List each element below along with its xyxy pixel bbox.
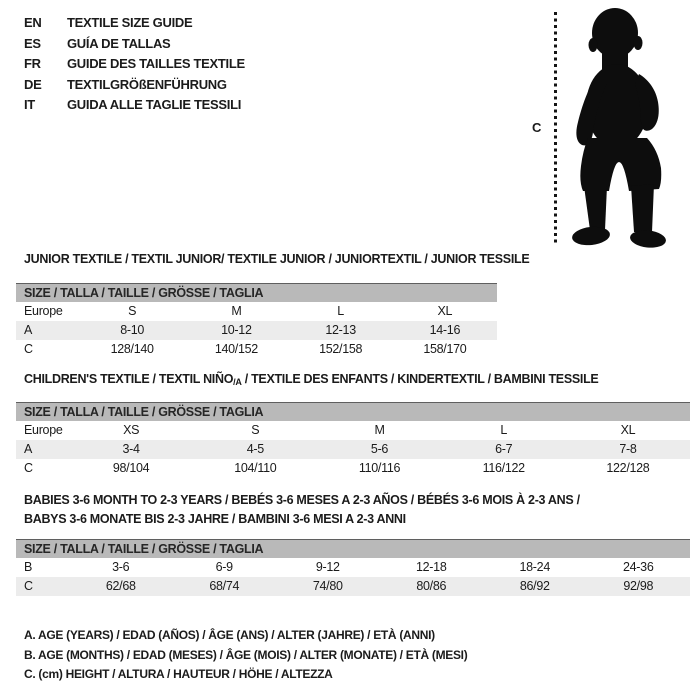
height-cell: 92/98 [623, 579, 654, 593]
height-cell: 116/122 [482, 461, 525, 475]
size-cell: M [231, 304, 242, 318]
language-title: GUÍA DE TALLAS [67, 35, 171, 51]
age-cell: 12-18 [416, 560, 447, 574]
toddler-silhouette-icon [555, 0, 700, 250]
height-cell: 86/92 [519, 579, 550, 593]
size-cell: XL [620, 423, 636, 437]
language-title: GUIDE DES TAILLES TEXTILE [67, 56, 245, 71]
size-cell: XS [123, 423, 140, 437]
babies-title-line2: BABYS 3-6 MONATE BIS 2-3 JAHRE / BAMBINI 3-6 MESI A 2-3 ANNI [24, 512, 406, 526]
height-cell: 140/152 [214, 342, 258, 356]
measurement-figure [520, 0, 700, 252]
height-measure-label: C [532, 120, 542, 135]
table-row-height [16, 577, 690, 596]
size-cell: S [251, 423, 260, 437]
age-cell: 12-13 [325, 323, 356, 337]
language-title: TEXTILE SIZE GUIDE [67, 15, 193, 30]
height-cell: 98/104 [112, 461, 150, 475]
junior-size-table [16, 283, 497, 359]
legend-line-b: B. AGE (MONTHS) / EDAD (MESES) / ÂGE (MOIS) / ALTER (MONATE) / ETÀ (MESI) [24, 647, 468, 662]
language-row-de [24, 75, 245, 96]
children-title-pre: CHILDREN'S TEXTILE / TEXTIL NIÑO [24, 372, 234, 386]
height-cell: 152/158 [319, 342, 363, 356]
table-row-age [16, 440, 690, 459]
age-cell: 4-5 [246, 442, 264, 456]
row-label: B [24, 560, 33, 574]
language-title: GUIDA ALLE TAGLIE TESSILI [67, 97, 242, 112]
age-cell: 3-4 [122, 442, 140, 456]
size-header-row: SIZE / TALLA / TAILLE / GRÖSSE / TAGLIA [16, 283, 497, 302]
size-cell: M [374, 423, 385, 437]
children-title-post: / TEXTILE DES ENFANTS / KINDERTEXTIL / BAMBINI TESSILE [241, 372, 599, 386]
age-cell: 18-24 [519, 560, 550, 574]
language-row-en [24, 13, 245, 34]
age-cell: 5-6 [370, 442, 389, 456]
size-cell: S [128, 304, 137, 318]
language-code: EN [24, 15, 42, 30]
language-row-it [24, 95, 245, 116]
size-header-row: SIZE / TALLA / TAILLE / GRÖSSE / TAGLIA [16, 539, 690, 558]
language-list [24, 13, 245, 116]
table-row-age [16, 321, 497, 340]
table-row-europe [16, 421, 690, 440]
size-header-row: SIZE / TALLA / TAILLE / GRÖSSE / TAGLIA [16, 402, 690, 421]
children-title-sub: /A [233, 377, 242, 387]
row-label: A [24, 442, 33, 456]
age-cell: 7-8 [619, 442, 637, 456]
babies-section-title [24, 491, 580, 529]
language-code: ES [24, 35, 41, 51]
height-cell: 104/110 [234, 461, 277, 475]
row-label: C [24, 579, 33, 593]
junior-section-title: JUNIOR TEXTILE / TEXTIL JUNIOR/ TEXTILE JUNIOR / JUNIORTEXTIL / JUNIOR TESSILE [24, 252, 530, 266]
language-code: FR [24, 56, 41, 71]
language-title: TEXTILGRÖßENFÜHRUNG [67, 76, 227, 92]
table-row-height [16, 340, 497, 359]
row-label: C [24, 461, 33, 475]
size-cell: L [500, 423, 508, 437]
age-cell: 3-6 [112, 560, 130, 574]
children-section-title [24, 370, 598, 392]
legend [24, 626, 467, 685]
height-cell: 158/170 [423, 342, 467, 356]
age-cell: 24-36 [623, 560, 654, 574]
height-cell: 62/68 [105, 579, 136, 593]
age-cell: 6-7 [495, 442, 513, 456]
language-code: IT [24, 97, 35, 112]
size-cell: L [337, 304, 344, 318]
age-cell: 14-16 [429, 323, 461, 337]
table-row-height [16, 459, 690, 478]
row-label: A [24, 323, 33, 337]
table-row-europe [16, 302, 497, 321]
row-label: Europe [24, 304, 63, 318]
legend-line-a: A. AGE (YEARS) / EDAD (AÑOS) / ÂGE (ANS) / ALTER (JAHRE) / ETÀ (ANNI) [24, 628, 435, 642]
babies-title-line1: BABIES 3-6 MONTH TO 2-3 YEARS / BEBÉS 3-6 MESES A 2-3 AÑOS / BÉBÉS 3-6 MOIS À 2-3 ANS / [24, 493, 580, 507]
size-cell: XL [437, 304, 453, 318]
age-cell: 9-12 [315, 560, 340, 574]
table-row-age-months [16, 558, 690, 577]
height-cell: 110/116 [358, 461, 401, 475]
height-cell: 80/86 [416, 579, 447, 593]
legend-line-c: C. (cm) HEIGHT / ALTURA / HAUTEUR / HÖHE / ALTEZZA [24, 667, 333, 681]
height-cell: 74/80 [312, 579, 343, 593]
height-cell: 128/140 [110, 342, 154, 356]
age-cell: 8-10 [120, 323, 145, 337]
language-row-es [24, 34, 245, 55]
language-code: DE [24, 76, 42, 92]
language-row-fr [24, 54, 245, 75]
row-label: C [24, 342, 33, 356]
height-cell: 68/74 [209, 579, 240, 593]
age-cell: 10-12 [221, 323, 252, 337]
children-size-table [16, 402, 690, 478]
babies-size-table [16, 539, 690, 596]
row-label: Europe [24, 423, 63, 437]
height-cell: 122/128 [606, 461, 650, 475]
age-cell: 6-9 [215, 560, 233, 574]
